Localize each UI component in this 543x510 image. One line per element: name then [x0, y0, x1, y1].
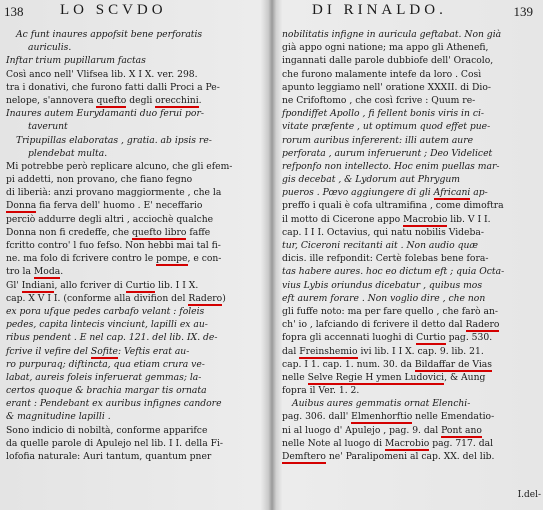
- text-line: [6, 410, 262, 423]
- text-line: [6, 160, 262, 173]
- text-run: lib. I I X.: [155, 279, 199, 291]
- text-run: Inftar trium pupillarum factas: [6, 55, 146, 67]
- text-line: [282, 410, 539, 423]
- text-line: [282, 120, 539, 133]
- text-run: tur, Ciceroni recitanti ait . Non audio quæ: [282, 240, 479, 251]
- text-run: , e con-: [187, 253, 222, 265]
- text-run: pag. 717. dal: [429, 437, 494, 449]
- text-run: che furono malamente intefe da loro . Così: [282, 68, 482, 80]
- text-run: perforata , aurum inferuerunt ; Deo Videlicet: [282, 147, 493, 159]
- left-page-header: [0, 2, 268, 26]
- underlined-term: pompe: [156, 253, 188, 265]
- text-line: [282, 265, 539, 278]
- text-line: [282, 226, 539, 239]
- text-run: preffo i quali è cofa ultramifina , come dimoftra: [282, 200, 504, 212]
- catchword: I.del-: [517, 490, 541, 500]
- text-line: [6, 437, 262, 450]
- text-run: plendebat multa.: [28, 147, 108, 159]
- text-run: tas habere aures. hoc eo dictum eft ; quia Octa-: [282, 266, 505, 278]
- text-line: [6, 226, 262, 239]
- text-line: [282, 173, 539, 186]
- text-line: [282, 160, 539, 173]
- text-line: [6, 292, 262, 305]
- text-run: il motto di Cicerone appo: [282, 213, 404, 225]
- text-line: [6, 318, 262, 331]
- text-run: pi addetti, non provano, che fiano fegno: [6, 174, 193, 186]
- text-run: ne. ma folo di fcrivere contro le: [6, 253, 157, 265]
- text-line: [282, 213, 539, 226]
- text-line: [6, 397, 262, 410]
- text-run: .: [60, 266, 64, 278]
- text-run: fopra gli accennati luoghi di: [282, 332, 417, 344]
- text-run: pag. 306. dall': [282, 411, 352, 423]
- text-run: nelle Emendatio-: [412, 411, 495, 423]
- text-run: nelle Note al luogo di: [282, 437, 386, 449]
- text-run: Gl': [6, 279, 22, 291]
- text-run: ex pora ufque pedes carbafo velant : foleis: [6, 305, 205, 317]
- text-line: [282, 384, 539, 397]
- right-page-text: [282, 28, 539, 463]
- right-page: [276, 0, 543, 510]
- text-run: fopra il Ver. 1. 2.: [282, 385, 360, 397]
- text-line: [6, 28, 262, 41]
- text-line: [6, 384, 262, 397]
- text-line: [6, 305, 262, 318]
- underlined-term: Donna: [6, 200, 37, 212]
- text-run: pedes, capita lintecis vinciunt, lapilli ex au-: [6, 319, 208, 331]
- text-line: [6, 94, 262, 107]
- text-run: ne' Paralipomeni al cap. XX. del lib.: [325, 451, 495, 462]
- text-run: di liberià: anzi provano maggiormente , che la: [6, 187, 222, 199]
- text-line: [282, 345, 539, 358]
- text-line: [6, 107, 262, 120]
- text-line: [6, 450, 262, 463]
- text-run: ni al luogo d' Apulejo , pag. 9. dal: [282, 424, 442, 436]
- text-run: ivi lib. I I X. cap. 9. lib. 21.: [357, 345, 484, 357]
- text-run: degli: [126, 94, 156, 106]
- text-line: [6, 239, 262, 252]
- text-run: Ac funt inaures appofsit bene perforatis: [16, 29, 203, 40]
- text-line: [282, 318, 539, 331]
- text-line: [282, 81, 539, 94]
- text-run: Donna non fi credeffe, che: [6, 226, 132, 238]
- underlined-term: quefto: [96, 94, 127, 106]
- text-run: Auibus aures gemmatis ornat Elenchi-: [292, 398, 471, 410]
- underlined-term: Sofite: [90, 345, 118, 357]
- text-run: Inaures autem Eurydamanti duo ferui por-: [6, 108, 204, 120]
- text-line: [282, 279, 539, 292]
- text-run: vius Lybis oriundus dicebatur , quibus mos: [282, 279, 483, 291]
- text-run: gli fuffe noto: ma per fare quello , che farò an-: [282, 305, 498, 317]
- text-line: [6, 424, 262, 437]
- text-run: eft aurem forare . Non voglio dire , che non: [282, 292, 486, 304]
- text-run: .: [198, 94, 202, 106]
- text-run: cap. I 1. cap. 1. num. 30. da: [282, 358, 415, 370]
- right-page-header: [276, 2, 543, 26]
- text-run: , & Aung: [444, 371, 486, 383]
- text-line: [282, 450, 539, 463]
- left-page-number: 138: [4, 4, 24, 19]
- underlined-term: Moda: [33, 266, 61, 278]
- text-run: tra i donativi, che furono fatti dalli Proci a Pe-: [6, 81, 220, 93]
- text-line: [6, 41, 262, 54]
- text-run: nobilitatis infigne in auricula geftabat. Non già: [282, 29, 502, 40]
- underlined-term: Demftero: [282, 451, 326, 462]
- text-line: [6, 54, 262, 67]
- text-run: ro purpuraq; diftincta, qua etiam crura ve-: [6, 358, 205, 370]
- text-run: Così anco nell' Vlifsea lib. X I X. ver. 298.: [6, 68, 198, 80]
- text-run: , allo fcriver di: [54, 279, 126, 291]
- text-run: fcritto contro' l fuo fefso. Non hebbi mai tal fi-: [6, 240, 221, 251]
- text-line: [6, 147, 262, 160]
- text-run: dicis. ille refpondit: Certè folebas bene fora-: [282, 253, 489, 265]
- underlined-term: Elmenhorftio: [351, 411, 413, 423]
- text-line: [282, 186, 539, 199]
- text-line: [282, 41, 539, 54]
- left-page-text: [6, 28, 262, 463]
- text-line: [282, 54, 539, 67]
- text-run: apunto leggiamo nell' oratione XXXII. di Dio-: [282, 81, 491, 93]
- text-run: refponfo non intellecto. Hoc enim puellas mar-: [282, 160, 500, 172]
- text-run: pueros . Pœvo aggiungere di gli: [282, 187, 434, 199]
- text-run: taverunt: [28, 121, 68, 133]
- text-run: rorum auribus infererent: illi autem aure: [282, 134, 474, 146]
- text-run: pag. 530.: [445, 332, 493, 344]
- text-run: labat, aureis foleis inferuerat gemmas; la-: [6, 371, 202, 383]
- text-line: [6, 252, 262, 265]
- text-run: erant : Pendebant ex auribus infignes candore: [6, 398, 222, 410]
- underlined-term: orecchini: [155, 94, 199, 106]
- text-run: ribus pendent . E nel cap. 121. del lib. IX. de-: [6, 332, 218, 344]
- text-line: [282, 358, 539, 371]
- underlined-term: Macrobio: [403, 213, 448, 225]
- underlined-term: Indiani: [21, 279, 55, 291]
- text-run: faffe: [186, 226, 211, 238]
- text-line: [6, 331, 262, 344]
- text-run: gis decebat , & Lydorum aut Phrygum: [282, 174, 460, 186]
- right-running-title: DI RINALDO.: [312, 2, 447, 18]
- right-page-number: 139: [513, 4, 533, 19]
- text-run: da quelle parole di Apulejo nel lib. I I. della Fi-: [6, 437, 224, 449]
- text-run: Tripupillas elaboratas , gratia. ab ipsis re-: [16, 134, 212, 146]
- text-run: ne Crifoftomo , che così fcrive : Quum re-: [282, 94, 476, 106]
- underlined-term: Freinshemio: [299, 345, 358, 357]
- left-running-title: LO SCVDO: [60, 2, 167, 18]
- text-run: & magnitudine lapilli .: [6, 411, 111, 423]
- text-run: fcrive il vefire del: [6, 345, 91, 357]
- book-gutter: [268, 0, 276, 510]
- text-line: [6, 186, 262, 199]
- underlined-term: Bildaffar de Vias: [414, 358, 492, 370]
- underlined-term: Africani: [433, 187, 471, 199]
- text-run: ingannati dalle parole dubbiofe dell' Oracolo,: [282, 55, 494, 67]
- underlined-term: Curtio: [416, 332, 446, 344]
- text-line: [282, 134, 539, 147]
- text-line: [282, 437, 539, 450]
- underlined-term: Curtio: [125, 279, 156, 291]
- text-line: [6, 345, 262, 358]
- text-line: [6, 371, 262, 384]
- text-run: cap. I I I. Octavius, qui natu nobilis Videba-: [282, 226, 484, 238]
- text-run: fia ferva dell' huomo . E' neceffario: [36, 200, 203, 212]
- text-line: [282, 94, 539, 107]
- text-run: lofofia naturale: Auri tantum, quantum pner: [6, 451, 212, 462]
- text-line: [6, 358, 262, 371]
- text-run: ap-: [470, 187, 488, 199]
- text-line: [6, 213, 262, 226]
- text-line: [6, 173, 262, 186]
- underlined-term: Pont ano: [441, 424, 482, 436]
- text-run: nelope, s'annovera: [6, 94, 97, 106]
- text-line: [6, 265, 262, 278]
- text-run: ): [222, 292, 226, 304]
- text-line: [6, 120, 262, 133]
- text-run: auriculis.: [28, 42, 72, 54]
- text-line: [6, 134, 262, 147]
- text-line: [282, 331, 539, 344]
- text-line: [6, 199, 262, 212]
- text-run: vitate præfente , ut optimum quod effet pue-: [282, 121, 491, 133]
- text-line: [282, 397, 539, 410]
- text-line: [282, 199, 539, 212]
- text-run: nelle: [282, 371, 308, 383]
- text-line: [282, 28, 539, 41]
- text-line: [6, 81, 262, 94]
- text-run: già appo ogni natione; ma appo gli Athenefi,: [282, 42, 489, 54]
- text-run: lib. V I I.: [447, 213, 491, 225]
- text-line: [282, 107, 539, 120]
- underlined-term: Macrobio: [385, 437, 430, 449]
- text-run: dal: [282, 345, 300, 357]
- text-line: [282, 68, 539, 81]
- text-line: [6, 279, 262, 292]
- text-line: [282, 424, 539, 437]
- text-run: perciò addurre degli altri , acciochè qualche: [6, 213, 214, 225]
- text-run: Sono indicio di nobiltà, conforme apparifce: [6, 424, 208, 436]
- text-run: cap. X V I I. (conforme alla divifion del: [6, 292, 189, 304]
- text-line: [282, 305, 539, 318]
- text-line: [282, 292, 539, 305]
- text-run: certos quoque & brachia margar tis ornata: [6, 385, 207, 397]
- underlined-term: Radero: [465, 319, 500, 331]
- text-line: [282, 147, 539, 160]
- left-page: [0, 0, 268, 510]
- text-line: [6, 68, 262, 81]
- text-run: Mi potrebbe però replicare alcuno, che gli efem-: [6, 160, 233, 172]
- text-run: : Veftis erat au-: [118, 345, 190, 357]
- text-run: fpondiffet Apollo , fi fellent bonis viris in ci-: [282, 108, 485, 120]
- text-line: [282, 371, 539, 384]
- text-run: ch' io , lafciando di fcrivere il detto dal: [282, 319, 466, 331]
- text-line: [282, 239, 539, 252]
- text-line: [282, 252, 539, 265]
- underlined-term: Radero: [188, 292, 223, 304]
- underlined-term: Selve Regie H ymen Ludovici: [307, 371, 445, 383]
- underlined-term: quefto libro: [131, 226, 187, 238]
- text-run: tro la: [6, 266, 34, 278]
